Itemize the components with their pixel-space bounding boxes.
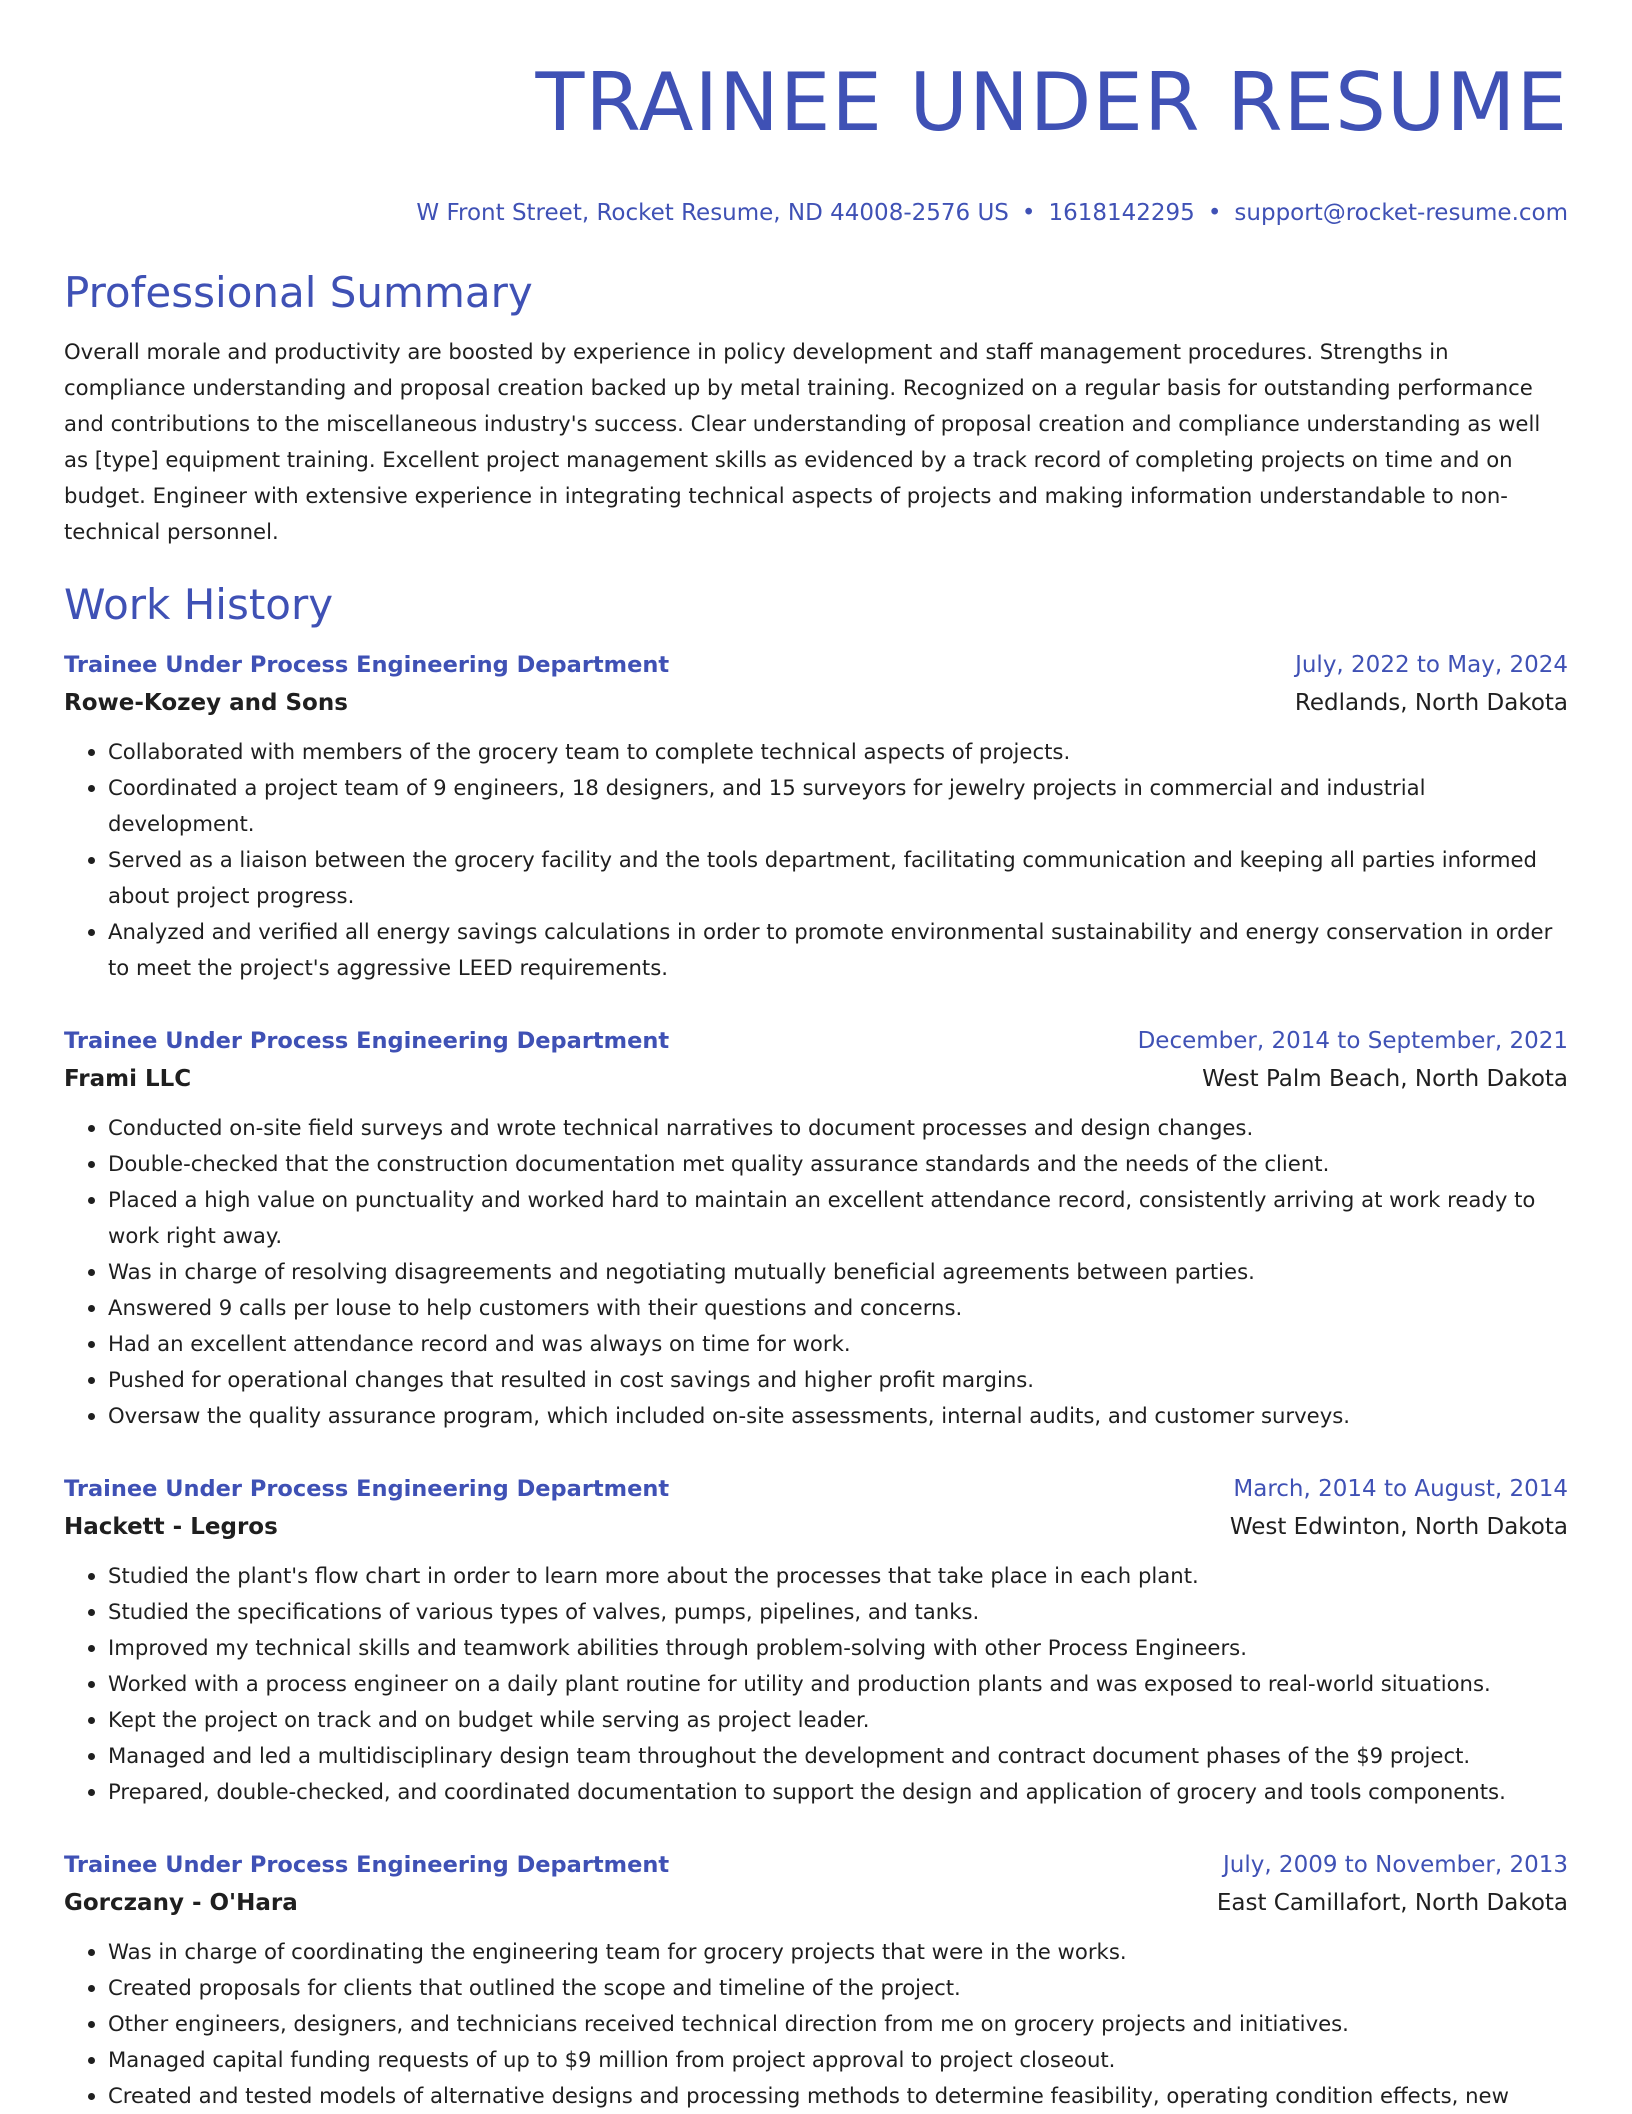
job-location: East Camillafort, North Dakota [1216, 1890, 1568, 1916]
job-location: West Palm Beach, North Dakota [1202, 1066, 1568, 1092]
job-dates: July, 2022 to May, 2024 [1295, 652, 1568, 678]
bullet-item: • Answered 9 calls per louse to help customers with their questions and concerns. [108, 1290, 1568, 1326]
contact-email: support@rocket-resume.com [1234, 200, 1568, 226]
bullet-item: • Served as a liaison between the grocery facility and the tools department, facilitating communication and keeping all parties informed about project progress. [108, 842, 1568, 914]
bullet-item: • Placed a high value on punctuality and worked hard to maintain an excellent attendance record, consistently arriving at work ready to work right away. [108, 1182, 1568, 1254]
job-dates: March, 2014 to August, 2014 [1233, 1476, 1568, 1502]
job-title: Trainee Under Process Engineering Department [64, 1028, 670, 1054]
bullet-item: • Had an excellent attendance record and was always on time for work. [108, 1326, 1568, 1362]
bullet-item: • Conducted on-site field surveys and wrote technical narratives to document processes and design changes. [108, 1110, 1568, 1146]
bullet-item: • Prepared, double-checked, and coordinated documentation to support the design and application of grocery and tools components. [108, 1774, 1568, 1810]
resume-name: TRAINEE UNDER RESUME [535, 56, 1568, 149]
contact-address: W Front Street, Rocket Resume, ND 44008-2576 US [416, 200, 1009, 226]
job-entry [64, 646, 1568, 986]
contact-separator: • [1207, 200, 1222, 226]
bullet-item: • Pushed for operational changes that resulted in cost savings and higher profit margins. [108, 1362, 1568, 1398]
job-entry [64, 1846, 1568, 2114]
job-dates: December, 2014 to September, 2021 [1137, 1028, 1568, 1054]
summary-heading: Professional Summary [64, 268, 533, 317]
bullet-item: • Improved my technical skills and teamwork abilities through problem-solving with other Process Engineers. [108, 1630, 1568, 1666]
job-bullets [64, 1110, 1568, 1434]
job-company: Hackett - Legros [64, 1514, 278, 1540]
bullet-item: • Double-checked that the construction documentation met quality assurance standards and the needs of the client. [108, 1146, 1568, 1182]
job-location: Redlands, North Dakota [1294, 690, 1568, 716]
job-bullets [64, 1558, 1568, 1810]
bullet-item: • Kept the project on track and on budget while serving as project leader. [108, 1702, 1568, 1738]
work-history-heading: Work History [64, 580, 334, 629]
contact-line [64, 198, 1568, 228]
job-bullets [64, 734, 1568, 986]
bullet-item: • Other engineers, designers, and technicians received technical direction from me on grocery projects and initiatives. [108, 2006, 1568, 2042]
job-dates: July, 2009 to November, 2013 [1222, 1852, 1568, 1878]
job-location: West Edwinton, North Dakota [1229, 1514, 1568, 1540]
bullet-item: • Managed capital funding requests of up to $9 million from project approval to project closeout. [108, 2042, 1568, 2078]
job-title: Trainee Under Process Engineering Department [64, 1476, 670, 1502]
job-company: Rowe-Kozey and Sons [64, 690, 348, 716]
bullet-item: • Created and tested models of alternative designs and processing methods to determine feasibility, operating condition effects, new [108, 2078, 1568, 2114]
job-entry [64, 1022, 1568, 1434]
bullet-item: • Was in charge of resolving disagreements and negotiating mutually beneficial agreements between parties. [108, 1254, 1568, 1290]
bullet-item: • Was in charge of coordinating the engineering team for grocery projects that were in the works. [108, 1934, 1568, 1970]
bullet-item: • Studied the plant's flow chart in order to learn more about the processes that take place in each plant. [108, 1558, 1568, 1594]
bullet-item: • Analyzed and verified all energy savings calculations in order to promote environmental sustainability and energy conservation in order to meet the project's aggressive LEED requirements. [108, 914, 1568, 986]
job-bullets [64, 1934, 1568, 2114]
contact-phone: 1618142295 [1048, 200, 1195, 226]
job-company: Frami LLC [64, 1066, 192, 1092]
bullet-item: • Created proposals for clients that outlined the scope and timeline of the project. [108, 1970, 1568, 2006]
contact-separator: • [1021, 200, 1036, 226]
bullet-item: • Worked with a process engineer on a daily plant routine for utility and production plants and was exposed to real-world situations. [108, 1666, 1568, 1702]
job-entry [64, 1470, 1568, 1810]
bullet-item: • Coordinated a project team of 9 engineers, 18 designers, and 15 surveyors for jewelry projects in commercial and industrial development. [108, 770, 1568, 842]
bullet-item: • Oversaw the quality assurance program, which included on-site assessments, internal audits, and customer surveys. [108, 1398, 1568, 1434]
bullet-item: • Collaborated with members of the grocery team to complete technical aspects of projects. [108, 734, 1568, 770]
bullet-item: • Managed and led a multidisciplinary design team throughout the development and contract document phases of the $9 project. [108, 1738, 1568, 1774]
job-title: Trainee Under Process Engineering Department [64, 652, 670, 678]
bullet-item: • Studied the specifications of various types of valves, pumps, pipelines, and tanks. [108, 1594, 1568, 1630]
summary-text: Overall morale and productivity are boosted by experience in policy development and staff management procedures. Strengths in compliance understanding and proposal creation backed up by metal training. Recognized on a regular basis for outstanding performance and contributions to the miscellaneous industry's success. Clear understanding of proposal creation and compliance understanding as well as [type] equipment training. Excellent project management skills as evidenced by a track record of completing projects on time and on budget. Engineer with extensive experience in integrating technical aspects of projects and making information understandable to non-technical personnel. [64, 339, 1541, 544]
job-title: Trainee Under Process Engineering Department [64, 1852, 670, 1878]
job-company: Gorczany - O'Hara [64, 1890, 298, 1916]
